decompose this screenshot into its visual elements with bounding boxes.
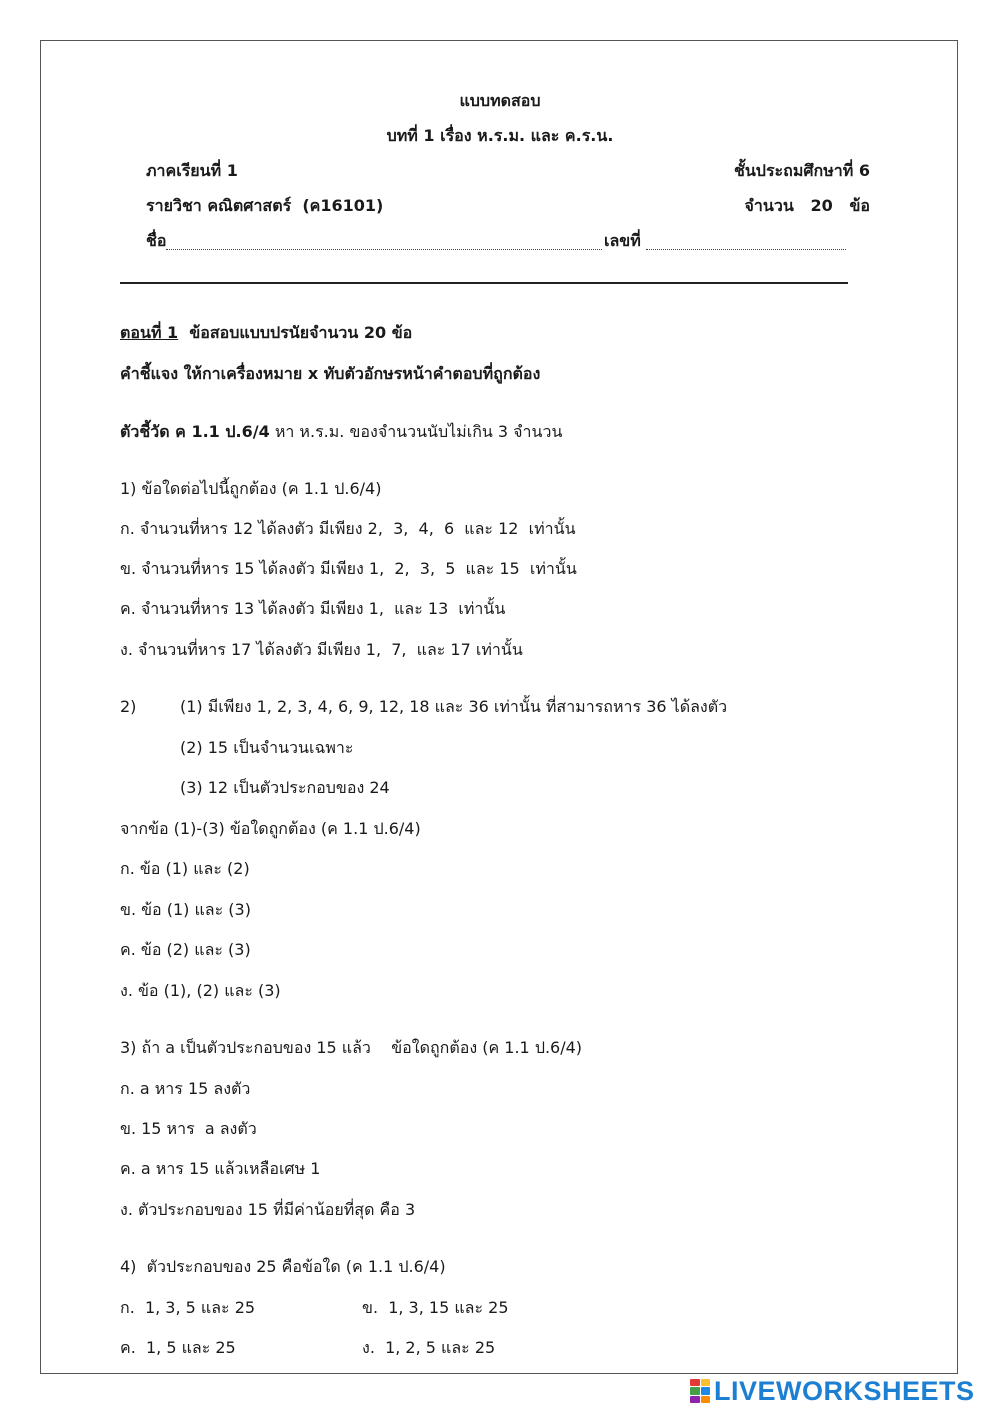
q3-option-c[interactable]: ค. a หาร 15 แล้วเหลือเศษ 1 [120, 1159, 321, 1178]
q2-option-d[interactable]: ง. ข้อ (1), (2) และ (3) [120, 981, 281, 1000]
logo-block [690, 1387, 700, 1394]
q2-option-c[interactable]: ค. ข้อ (2) และ (3) [120, 940, 251, 959]
brand-name: LIVEWORKSHEETS [714, 1375, 975, 1406]
q1-option-d[interactable]: ง. จำนวนที่หาร 17 ได้ลงตัว มีเพียง 1, 7, และ 17 เท่านั้น [120, 640, 523, 659]
grade-label: ชั้นประถมศึกษาที่ 6 [734, 161, 870, 180]
q2-statement-3: (3) 12 เป็นตัวประกอบของ 24 [180, 778, 390, 797]
logo-block [690, 1379, 700, 1386]
indicator-label: ตัวชี้วัด ค 1.1 ป.6/4 [120, 422, 270, 441]
q4-option-b[interactable]: ข. 1, 3, 15 และ 25 [362, 1298, 509, 1317]
q3-option-b[interactable]: ข. 15 หาร a ลงตัว [120, 1119, 257, 1138]
number-field[interactable] [646, 249, 846, 250]
q3-option-a[interactable]: ก. a หาร 15 ลงตัว [120, 1079, 251, 1098]
q4-option-c[interactable]: ค. 1, 5 และ 25 [120, 1338, 236, 1357]
header-divider [120, 282, 848, 284]
page-subtitle: บทที่ 1 เรื่อง ห.ร.ม. และ ค.ร.น. [386, 126, 614, 145]
instruction: คำชี้แจง ให้กาเครื่องหมาย x ทับตัวอักษรหน้าคำตอบที่ถูกต้อง [120, 364, 541, 383]
indicator-text: หา ห.ร.ม. ของจำนวนนับไม่เกิน 3 จำนวน [274, 422, 563, 441]
logo-block [701, 1387, 711, 1394]
q1-option-c[interactable]: ค. จำนวนที่หาร 13 ได้ลงตัว มีเพียง 1, และ 13 เท่านั้น [120, 599, 506, 618]
question-4: 4) ตัวประกอบของ 25 คือข้อใด (ค 1.1 ป.6/4) [120, 1257, 446, 1276]
liveworksheets-logo[interactable] [690, 1376, 975, 1406]
question-3: 3) ถ้า a เป็นตัวประกอบของ 15 แล้ว ข้อใดถูกต้อง (ค 1.1 ป.6/4) [120, 1038, 583, 1057]
logo-block [690, 1396, 700, 1403]
q3-option-d[interactable]: ง. ตัวประกอบของ 15 ที่มีค่าน้อยที่สุด คือ 3 [120, 1200, 416, 1219]
name-label: ชื่อ [146, 231, 167, 250]
question-2-number: 2) [120, 697, 137, 716]
page-title: แบบทดสอบ [459, 91, 541, 110]
logo-block [701, 1379, 711, 1386]
q4-option-d[interactable]: ง. 1, 2, 5 และ 25 [362, 1338, 496, 1357]
subject-label: รายวิชา คณิตศาสตร์ (ค16101) [146, 196, 384, 215]
q2-option-b[interactable]: ข. ข้อ (1) และ (3) [120, 900, 251, 919]
q1-option-a[interactable]: ก. จำนวนที่หาร 12 ได้ลงตัว มีเพียง 2, 3, 4, 6 และ 12 เท่านั้น [120, 519, 576, 538]
logo-block [701, 1396, 711, 1403]
part-label: ตอนที่ 1 [120, 323, 179, 342]
question-1: 1) ข้อใดต่อไปนี้ถูกต้อง (ค 1.1 ป.6/4) [120, 479, 382, 498]
indicator [120, 421, 562, 443]
q2-statement-1: (1) มีเพียง 1, 2, 3, 4, 6, 9, 12, 18 และ 36 เท่านั้น ที่สามารถหาร 36 ได้ลงตัว [180, 697, 728, 716]
section-heading [120, 322, 412, 344]
name-field[interactable] [166, 249, 602, 250]
q4-option-a[interactable]: ก. 1, 3, 5 และ 25 [120, 1298, 256, 1317]
part-text: ข้อสอบแบบปรนัยจำนวน 20 ข้อ [189, 323, 413, 342]
q1-option-b[interactable]: ข. จำนวนที่หาร 15 ได้ลงตัว มีเพียง 1, 2, 3, 5 และ 15 เท่านั้น [120, 559, 577, 578]
question-2: จากข้อ (1)-(3) ข้อใดถูกต้อง (ค 1.1 ป.6/4) [120, 819, 421, 838]
semester-label: ภาคเรียนที่ 1 [146, 161, 238, 180]
number-label: เลขที่ [604, 231, 641, 250]
q2-statement-2: (2) 15 เป็นจำนวนเฉพาะ [180, 738, 354, 757]
question-count: จำนวน 20 ข้อ [744, 196, 870, 215]
q2-option-a[interactable]: ก. ข้อ (1) และ (2) [120, 859, 250, 878]
liveworksheets-logo-icon [690, 1379, 710, 1403]
